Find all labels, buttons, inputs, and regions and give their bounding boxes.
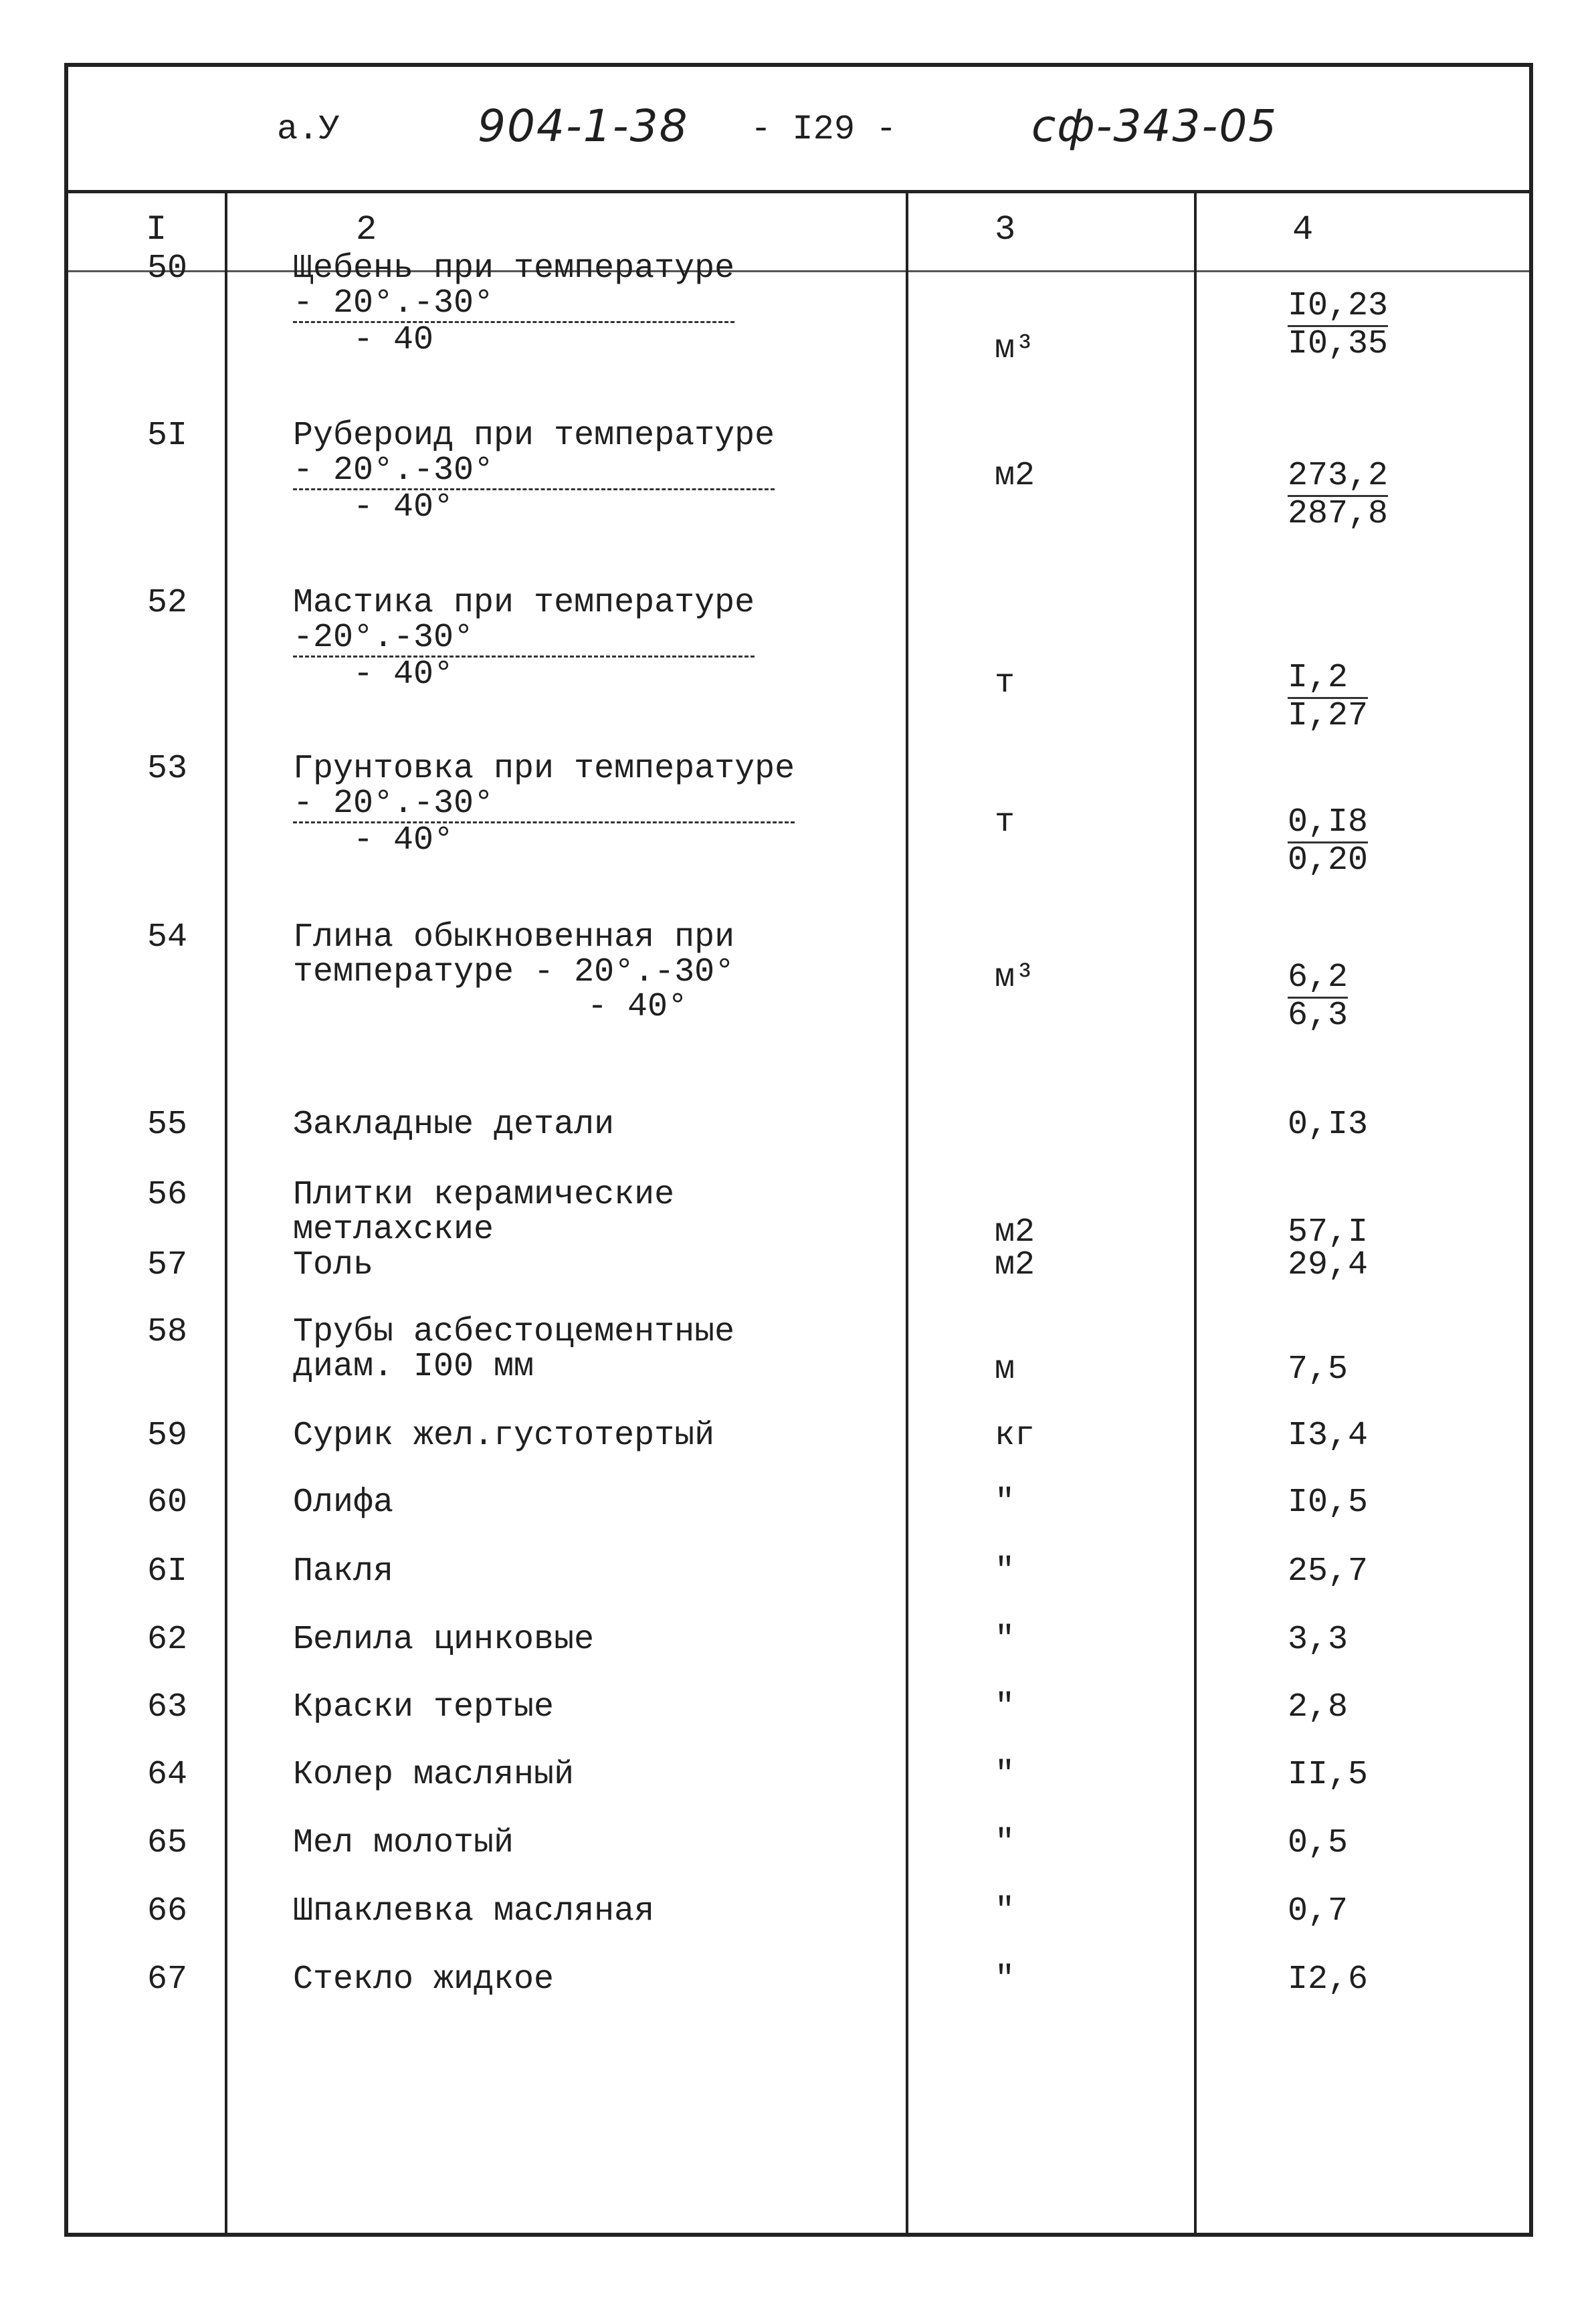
material-name: Олифа <box>293 1484 394 1522</box>
page-number: - I29 - <box>751 110 897 149</box>
quantity-top: I0,23 <box>1288 289 1388 327</box>
row-number: 66 <box>147 1892 188 1930</box>
quantity: I3,4 <box>1288 1417 1369 1455</box>
material-name: Щебень при температуре - 20°.-30° - 40 <box>293 249 735 359</box>
quantity: I2,6 <box>1288 1961 1369 1999</box>
quantity <box>1288 805 1368 878</box>
row-number: 63 <box>147 1688 188 1726</box>
unit-of-measure: " <box>995 1484 1015 1522</box>
quantity: 0,5 <box>1288 1824 1349 1862</box>
quantity <box>1288 459 1388 532</box>
column-divider-3 <box>1194 190 1197 2233</box>
row-number: 55 <box>147 1106 188 1144</box>
column-number-3: 3 <box>995 210 1016 249</box>
material-name: Плитки керамические метлахские <box>293 1176 675 1249</box>
quantity: 3,3 <box>1288 1621 1349 1659</box>
quantity: 57,I <box>1288 1213 1369 1251</box>
column-number-2: 2 <box>356 210 377 249</box>
row-number: 56 <box>147 1176 188 1214</box>
row-number: 50 <box>147 249 188 288</box>
material-name: Глина обыкновенная при температуре - 20°.-30° - 40° <box>293 918 735 1026</box>
quantity <box>1288 661 1368 734</box>
row-number: 65 <box>147 1824 188 1862</box>
unit-of-measure: " <box>995 1552 1015 1591</box>
quantity: 0,7 <box>1288 1892 1349 1930</box>
unit-of-measure: " <box>995 1824 1015 1862</box>
unit-of-measure: м2 <box>995 1213 1035 1251</box>
material-name: Толь <box>293 1246 374 1284</box>
material-name: Рубероид при температуре - 20°.-30° - 40° <box>293 417 775 526</box>
unit-of-measure: т <box>995 803 1015 841</box>
unit-of-measure: м³ <box>995 959 1035 997</box>
row-number: 64 <box>147 1756 188 1794</box>
document-header <box>68 67 1529 193</box>
row-number: 52 <box>147 584 188 622</box>
row-number: 59 <box>147 1417 188 1455</box>
quantity: I0,5 <box>1288 1484 1369 1522</box>
row-number: 62 <box>147 1621 188 1659</box>
material-name: Сурик жел.густотертый <box>293 1417 715 1455</box>
quantity-bottom: 0,20 <box>1288 841 1369 880</box>
material-name: Мастика при температуре -20°.-30° - 40° <box>293 584 755 694</box>
row-number: 54 <box>147 918 188 957</box>
material-name: Трубы асбестоцементные диам. I00 мм <box>293 1313 735 1386</box>
material-name: Стекло жидкое <box>293 1961 555 1999</box>
quantity: 25,7 <box>1288 1552 1369 1591</box>
material-name: Белила цинковые <box>293 1621 595 1659</box>
quantity-top: 6,2 <box>1288 961 1348 999</box>
row-number: 60 <box>147 1484 188 1522</box>
unit-of-measure: " <box>995 1621 1015 1659</box>
material-name: Закладные детали <box>293 1106 615 1144</box>
unit-of-measure: " <box>995 1892 1015 1930</box>
unit-of-measure: м2 <box>995 1246 1035 1284</box>
unit-of-measure: " <box>995 1688 1015 1726</box>
quantity <box>1288 961 1348 1033</box>
row-number: 5I <box>147 417 188 455</box>
row-number: 58 <box>147 1313 188 1351</box>
quantity: 0,I3 <box>1288 1106 1369 1144</box>
quantity-bottom: I0,35 <box>1288 325 1389 363</box>
unit-of-measure: " <box>995 1756 1015 1794</box>
row-number: 67 <box>147 1961 188 1999</box>
row-number: 53 <box>147 750 188 788</box>
quantity-top: I,2 <box>1288 661 1368 699</box>
column-number-row <box>68 190 1529 272</box>
column-divider-2 <box>906 190 908 2233</box>
quantity-bottom: I,27 <box>1288 697 1369 735</box>
unit-of-measure: кг <box>995 1417 1035 1455</box>
unit-of-measure: т <box>995 664 1015 702</box>
unit-of-measure: м <box>995 1350 1015 1389</box>
quantity: II,5 <box>1288 1756 1369 1794</box>
row-number: 6I <box>147 1552 188 1591</box>
column-number-4: 4 <box>1292 210 1314 249</box>
quantity-top: 0,I8 <box>1288 805 1368 843</box>
unit-of-measure: " <box>995 1961 1015 1999</box>
quantity <box>1288 289 1388 362</box>
quantity-top: 273,2 <box>1288 459 1388 497</box>
material-name: Шпаклевка масляная <box>293 1892 655 1930</box>
sheet-code: сф-343-05 <box>1031 100 1278 152</box>
material-name: Пакля <box>293 1552 394 1591</box>
unit-of-measure: м2 <box>995 457 1035 495</box>
document-sheet <box>64 63 1533 2237</box>
material-name: Мел молотый <box>293 1824 514 1862</box>
quantity: 2,8 <box>1288 1688 1349 1726</box>
material-name: Колер масляный <box>293 1756 575 1794</box>
column-number-1: I <box>146 210 167 249</box>
material-name: Грунтовка при температуре - 20°.-30° - 40° <box>293 750 795 860</box>
material-name: Краски тертые <box>293 1688 555 1726</box>
quantity: 29,4 <box>1288 1246 1369 1284</box>
quantity-bottom: 287,8 <box>1288 495 1389 533</box>
quantity-bottom: 6,3 <box>1288 997 1349 1035</box>
quantity: 7,5 <box>1288 1350 1349 1389</box>
header-prefix: а.У <box>277 110 340 149</box>
project-code: 904-1-38 <box>478 100 689 152</box>
unit-of-measure: м³ <box>995 330 1035 368</box>
row-number: 57 <box>147 1246 188 1284</box>
